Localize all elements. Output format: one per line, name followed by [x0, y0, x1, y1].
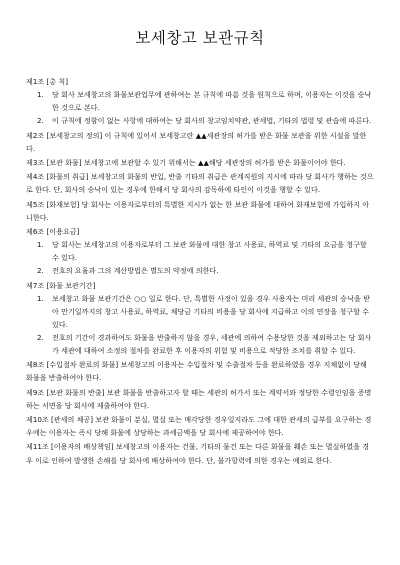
article: [26, 440, 374, 466]
clause-item: [37, 292, 374, 331]
article-text: 제8조 [수입절차 완료의 화물] 보세창고의 이용자는 수입절차 및 수출절차 등을 완료하였을 경우 지체없이 당해 화물을 반출하여야 한다.: [26, 360, 367, 383]
article-text: 제3조 [보관 화물] 보세창고에 보관할 수 있기 위해서는 ▲▲해당 세관장의 허가를 받은 화물이어야 한다.: [26, 157, 346, 167]
clause-text: 전호의 요율과 그의 계산방법은 별도의 약정에 의한다.: [52, 266, 219, 276]
article-text: 제2조 [보세창고의 정의] 이 규칙에 있어서 보세창고란 ▲▲세관장의 허가를 받은 화물 보관을 위한 시설을 말한다.: [26, 130, 367, 153]
clause-text: 보세창고 화물 보관기간은 ○○ 일로 한다. 단, 특별한 사정이 있을 경우 사용자는 미리 세관의 승낙을 받아 만기일까지의 창고 사용료, 하역료, 체당금 기타의 비용을 당 회사에 지급하고 이의 연장을 청구할 수 있다.: [52, 293, 370, 329]
article: [26, 225, 374, 277]
clause-list: [26, 88, 374, 127]
clause-item: [37, 114, 374, 127]
article-text: 제5조 [화재보험] 당 회사는 이용자로부터의 특별한 지시가 없는 한 보관 화물에 대하여 화재보험에 가입하지 아니한다.: [26, 199, 370, 222]
clause-number: 2.: [37, 332, 44, 342]
article-heading: 제1조 [총 칙]: [26, 77, 68, 86]
clause-text: 전호의 기간이 경과하여도 화물을 반출하지 않을 경우, 세관에 의하여 수용당한 것을 제외하고는 당 회사가 세관에 대하여 소정의 절차를 완료한 후 이용자의 위험 및 비용으로 적당한 조치를 취할 수 있다.: [52, 332, 372, 355]
article-text: 제4조 [화물의 취급] 보세창고의 화물의 반입, 반출 기타의 취급은 관계직원의 지시에 따라 당 회사가 행하는 것으로 한다. 단, 회사의 승낙이 있는 경우에 한해서 당 회사의 감독하에 타인이 이것을 행할 수 있다.: [26, 172, 374, 195]
clause-item: [37, 331, 374, 357]
article: [26, 170, 374, 196]
article-text: 제10조 [관세의 체공] 보관 화물이 분실, 멸실 또는 매각당한 경우일지라도 그에 대한 관세의 급부를 요구하는 경우에는 이용자는 즉시 당해 화물에 상당하는 과세금액을 당 회사에 제공하여야 한다.: [26, 415, 372, 438]
clause-text: 당 회사 보세창고의 화물보관업무에 관하여는 본 규칙에 따름 것을 원칙으로 하며, 이용자는 이것을 승낙한 것으로 본다.: [52, 90, 372, 113]
clause-number: 1.: [37, 293, 44, 303]
article: [26, 198, 374, 224]
clause-list: [26, 238, 374, 277]
article-heading: 제6조 [이용요금]: [26, 226, 80, 236]
clause-text: 이 규칙에 정함이 없는 사항에 대하여는 당 회사의 창고임치약관, 관세법, 기타의 법령 및 관습에 따른다.: [52, 116, 372, 126]
clause-item: [37, 264, 374, 277]
document-title: 보세창고 보관규칙: [135, 29, 265, 47]
article: [26, 358, 374, 384]
article-text: 제9조 [보관 화물의 반출] 보관 화물을 반출하고자 할 때는 세관의 허가서 또는 계약서와 정당한 수령인임을 증명하는 서면을 당 회사에 제출하여야 한다.: [26, 387, 372, 410]
article: [26, 75, 374, 127]
clause-number: 2.: [37, 116, 44, 126]
article: [26, 279, 374, 358]
article-heading: 제7조 [화물 보관기간]: [26, 280, 96, 290]
clause-list: [26, 292, 374, 357]
article: [26, 156, 374, 169]
clause-number: 1.: [37, 240, 44, 250]
clause-text: 당 회사는 보세창고의 이용자로부터 그 보관 화물에 대한 창고 사용료, 하역료 및 기타의 요금을 청구할 수 있다.: [52, 240, 367, 263]
article: [26, 129, 374, 155]
article-text: 제11조 [이용자의 배상책임] 보세창고의 이용자는 건물, 기타의 물건 또는 다른 화물을 훼손 또는 멸실하였을 경우 이로 인하여 발생한 손해를 당 회사에 배상하여야 한다. 단, 불가항력에 의한 경우는 예외로 한다.: [26, 442, 370, 465]
article-list: [26, 75, 374, 467]
article: [26, 386, 374, 412]
clause-item: [37, 88, 374, 114]
clause-number: 1.: [37, 90, 44, 100]
article: [26, 413, 374, 439]
clause-number: 2.: [37, 266, 44, 276]
clause-item: [37, 238, 374, 264]
